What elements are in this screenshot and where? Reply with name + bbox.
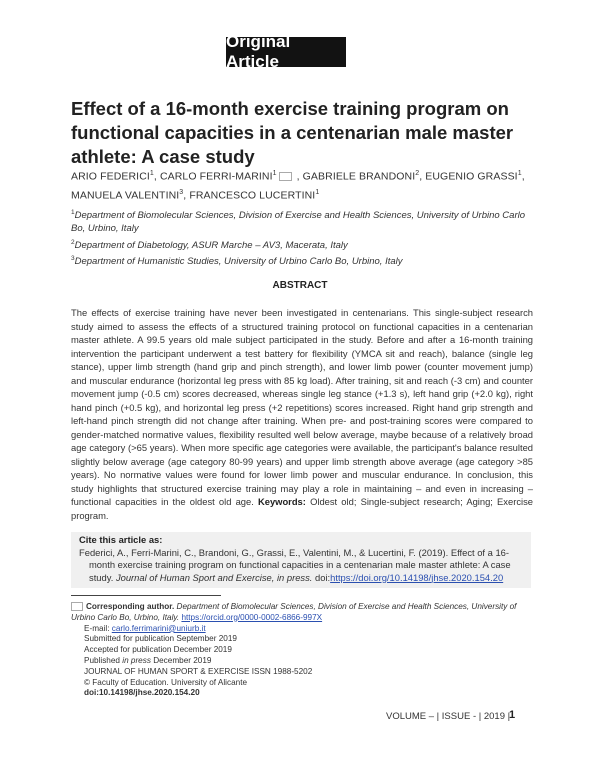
page-number: 1 [509,709,516,721]
doi-text: doi:10.14198/jhse.2020.154.20 [84,688,200,698]
volume-issue-footer: VOLUME – | ISSUE - | 2019 | [386,711,511,722]
doi-line [71,688,541,699]
author-list [71,166,533,203]
affiliation-number: 1 [71,209,75,216]
author-name[interactable]: MANUELA VALENTINI [71,189,180,201]
email-label: E-mail: [84,623,110,633]
corresponding-author-address: Department of Biomolecular Sciences, Division of Exercise and Health Sciences, University of Urbino Carlo Bo, Urbino, Italy. [71,602,517,622]
author-affiliation-number: 3 [179,188,184,196]
author-name[interactable]: GABRIELE BRANDONI [302,170,416,183]
author-name[interactable]: ARIO FEDERICI [71,170,150,183]
correspondence-block [71,602,541,699]
affiliation-text: Department of Diabetology, ASUR Marche – AV3, Macerata, Italy [74,240,348,252]
published-prefix: Published [84,655,120,665]
corresponding-author-label: Corresponding author. [86,602,175,611]
article-type-badge: Original Article [226,37,346,67]
article-title: Effect of a 16-month exercise training program on functional capacities in a centenarian male master athlete: A case study [71,98,514,167]
email-link[interactable]: carlo.ferrimarini@uniurb.it [111,623,206,633]
keywords-text: Oldest old; Single-subject research; Aging; Exercise program. [71,496,533,521]
author-affiliation-number: 1 [315,188,320,196]
author-separator: , [521,170,525,183]
author-separator: , [293,170,303,183]
published-month: December 2019 [153,655,212,665]
affiliation [71,236,533,252]
affiliation [71,206,533,235]
citation-doi-link[interactable]: https://doi.org/10.14198/jhse.2020.154.20 [330,571,504,583]
journal-issn: JOURNAL OF HUMAN SPORT & EXERCISE ISSN 1988-5202 [84,666,313,676]
author-affiliation-number: 1 [149,170,154,177]
author-affiliation-number: 2 [415,170,420,177]
submitted-date: Submitted for publication September 2019 [84,634,237,644]
citation-box [71,532,531,588]
correspondence-line [71,602,541,624]
published-status: in press [122,655,151,665]
citation-reference: Federici, A., Ferri-Marini, C., Brandoni, G., Grassi, E., Valentini, M., & Lucertini, F. (2019). Effect of a 16-month exercise training program on functional capacities in a centenarian male master athlete: A case study. [79,546,511,583]
email-icon [71,602,83,611]
citation-text [79,547,527,585]
copyright-notice: © Faculty of Education. University of Alicante [84,677,248,687]
author-affiliation-number: 1 [272,170,277,177]
author-name[interactable]: FRANCESCO LUCERTINI [189,189,316,201]
email-line [71,624,541,635]
abstract-text: The effects of exercise training have never been investigated in centenarians. This single-subject research study aimed to assess the effects of a structured training protocol on functional capacities in a centenarian master athlete. A 99.5 years old male subject participated in the study. Before and after a 16-month training intervention the participant underwent a test battery for flexibility (YMCA sit and reach), balance (single leg stance), upper limb strength (hand grip and pinch strength), and lower limb power (counter movement jump) and muscular endurance (horizontal leg press with 85 kg load). After training, sit and reach (-3 cm) and counter movement jump (-0.5 cm) scores decreased, whereas single leg stance (+1.3 s), left hand grip (+2.0 kg), right hand pinch (+0.5 kg), and horizontal leg press (+2 repetitions) scores increased. Right hand grip strength and left-hand pinch strength did not change after training. When pre- and post-training scores were compared to gender-matched normative values, flexibility resulted well below average, maybe because of a relatively broad age category (>65 years). When more specific age categories were available, the participant's balance resulted slightly below average (age category 80-99 years) and upper limb strength above average (age category >85 years). No normative values were found for lower limb power and muscular endurance. In conclusion, this study highlights that structured exercise training may play a role in maintaining – and even in increasing – functional capacities in the oldest old age. [71,307,533,507]
affiliation-text: Department of Biomolecular Sciences, Division of Exercise and Health Sciences, University of Urbino Carlo Bo, Urbino, Italy [71,210,526,235]
author-name[interactable]: CARLO FERRI-MARINI [159,170,273,183]
footnote-divider [71,595,221,596]
abstract-heading: ABSTRACT [272,280,328,291]
affiliation-number: 3 [71,255,75,262]
affiliation-number: 2 [71,239,75,246]
citation-doi-prefix: doi: [315,571,331,583]
author-separator: , [419,170,426,183]
author-affiliation-number: 1 [517,170,522,177]
author-separator: , [153,170,160,183]
author-name[interactable]: EUGENIO GRASSI [425,170,518,183]
accepted-date: Accepted for publication December 2019 [84,645,232,655]
author-separator: , [183,189,190,201]
citation-heading: Cite this article as: [79,534,163,545]
email-icon[interactable] [279,172,292,181]
abstract-body [71,306,533,522]
published-date [71,656,541,667]
orcid-link[interactable]: https://orcid.org/0000-0002-6866-997X [181,612,323,622]
affiliation [71,252,533,268]
citation-journal: Journal of Human Sport and Exercise, in press. [115,571,313,583]
affiliation-text: Department of Humanistic Studies, University of Urbino Carlo Bo, Urbino, Italy [74,256,403,268]
keywords-label: Keywords: [257,496,306,507]
